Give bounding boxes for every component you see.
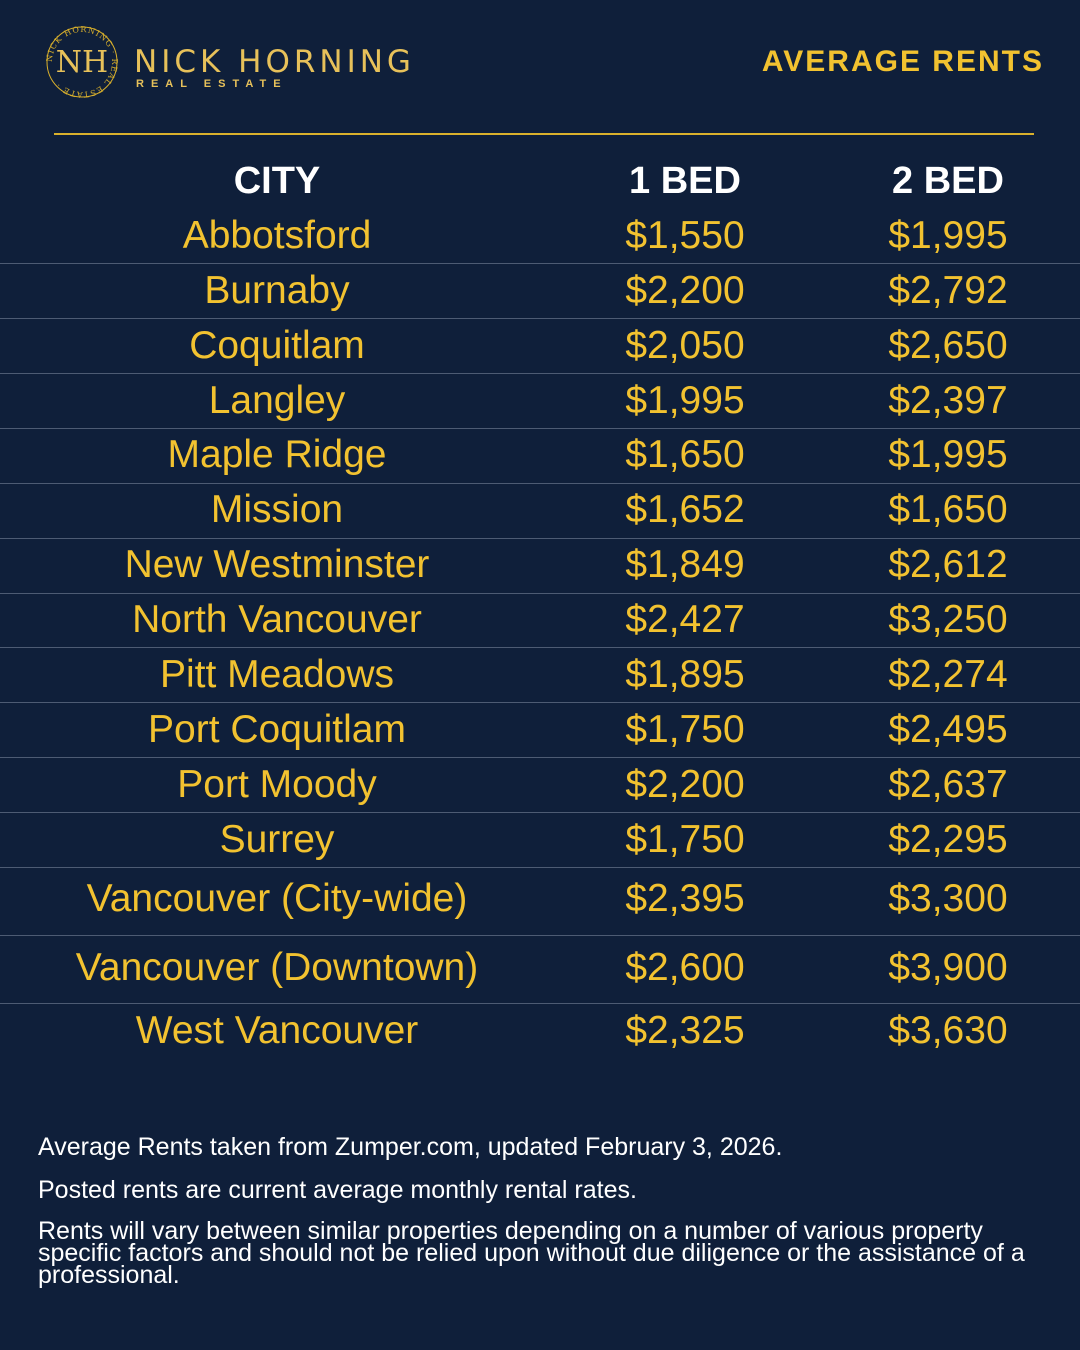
- one-bed-rent: $1,650: [625, 433, 745, 476]
- column-header-1-bed: 1 BED: [629, 160, 741, 202]
- one-bed-rent: $1,750: [625, 708, 745, 751]
- two-bed-rent: $3,900: [888, 946, 1008, 989]
- row-separator: [0, 702, 1080, 703]
- brand-subtitle: REAL ESTATE: [136, 78, 288, 90]
- one-bed-rent: $1,995: [625, 379, 745, 422]
- row-separator: [0, 373, 1080, 374]
- city-name: Burnaby: [204, 269, 350, 312]
- city-name: North Vancouver: [132, 598, 422, 641]
- city-name: Vancouver (City-wide): [86, 877, 468, 920]
- city-name: West Vancouver: [135, 1009, 419, 1052]
- row-separator: [0, 757, 1080, 758]
- one-bed-rent: $2,325: [625, 1009, 745, 1052]
- city-name: Coquitlam: [189, 324, 365, 367]
- row-separator: [0, 483, 1080, 484]
- svg-text:NH: NH: [55, 45, 109, 80]
- one-bed-rent: $2,200: [625, 763, 745, 806]
- one-bed-rent: $2,050: [625, 324, 745, 367]
- two-bed-rent: $2,637: [888, 763, 1008, 806]
- row-separator: [0, 647, 1080, 648]
- city-name: Abbotsford: [182, 214, 372, 257]
- one-bed-rent: $1,652: [625, 488, 745, 531]
- column-header-city: CITY: [233, 160, 321, 202]
- row-separator: [0, 538, 1080, 539]
- brand-name: NICK HORNING: [134, 44, 415, 80]
- one-bed-rent: $1,849: [625, 543, 745, 586]
- city-name: Surrey: [219, 818, 335, 861]
- two-bed-rent: $2,397: [888, 379, 1008, 422]
- city-name: Mission: [210, 488, 344, 531]
- row-separator: [0, 867, 1080, 868]
- row-separator: [0, 935, 1080, 936]
- two-bed-rent: $3,630: [888, 1009, 1008, 1052]
- two-bed-rent: $1,650: [888, 488, 1008, 531]
- row-separator: [0, 1003, 1080, 1004]
- header-divider: [54, 133, 1034, 135]
- city-name: Vancouver (Downtown): [75, 946, 479, 989]
- row-separator: [0, 593, 1080, 594]
- two-bed-rent: $3,300: [888, 877, 1008, 920]
- svg-text:NICK HORNING · REAL ESTATE ·: NICK HORNING · REAL ESTATE ·: [44, 24, 120, 100]
- one-bed-rent: $2,600: [625, 946, 745, 989]
- page-title: AVERAGE RENTS: [761, 45, 1044, 78]
- column-header-2-bed: 2 BED: [892, 160, 1004, 202]
- city-name: Maple Ridge: [167, 433, 387, 476]
- two-bed-rent: $2,612: [888, 543, 1008, 586]
- one-bed-rent: $2,427: [625, 598, 745, 641]
- one-bed-rent: $1,895: [625, 653, 745, 696]
- one-bed-rent: $1,750: [625, 818, 745, 861]
- one-bed-rent: $1,550: [625, 214, 745, 257]
- two-bed-rent: $1,995: [888, 433, 1008, 476]
- row-separator: [0, 428, 1080, 429]
- city-name: Port Moody: [177, 763, 377, 806]
- two-bed-rent: $2,650: [888, 324, 1008, 367]
- rates-note: Posted rents are current average monthly rental rates.: [38, 1176, 637, 1204]
- row-separator: [0, 318, 1080, 319]
- disclaimer-note: Rents will vary between similar properties depending on a number of various property specific factors and should not be relied upon without due diligence or the assistance of a professional.: [38, 1217, 1025, 1289]
- two-bed-rent: $2,295: [888, 818, 1008, 861]
- city-name: Port Coquitlam: [148, 708, 406, 751]
- row-separator: [0, 263, 1080, 264]
- two-bed-rent: $2,495: [888, 708, 1008, 751]
- city-name: Langley: [208, 379, 346, 422]
- two-bed-rent: $1,995: [888, 214, 1008, 257]
- two-bed-rent: $2,274: [888, 653, 1008, 696]
- row-separator: [0, 812, 1080, 813]
- brand-logo-seal: [44, 24, 120, 100]
- source-note: Average Rents taken from Zumper.com, updated February 3, 2026.: [38, 1133, 783, 1161]
- one-bed-rent: $2,395: [625, 877, 745, 920]
- one-bed-rent: $2,200: [625, 269, 745, 312]
- two-bed-rent: $3,250: [888, 598, 1008, 641]
- city-name: New Westminster: [124, 543, 430, 586]
- city-name: Pitt Meadows: [159, 653, 395, 696]
- two-bed-rent: $2,792: [888, 269, 1008, 312]
